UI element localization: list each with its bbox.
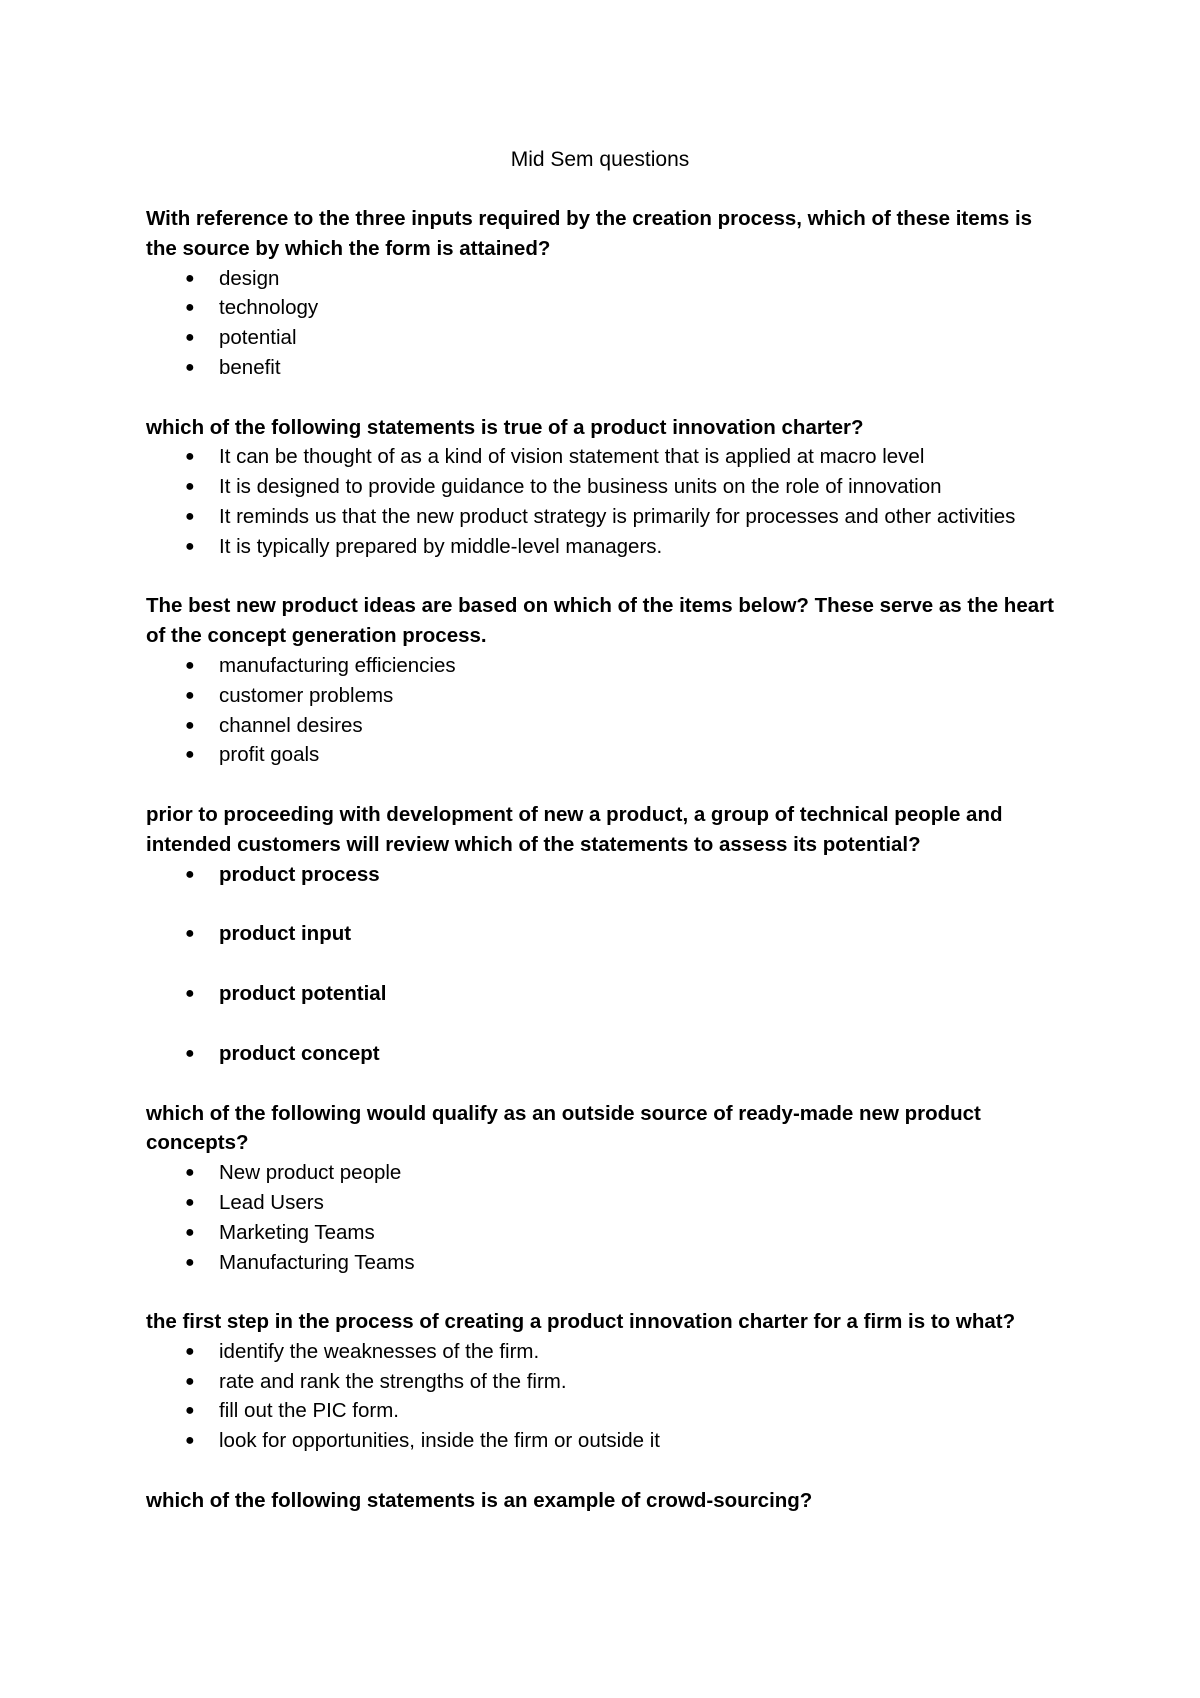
option: ● channel desires bbox=[146, 711, 1066, 741]
bullet-icon: ● bbox=[185, 1193, 195, 1211]
option: ● benefit bbox=[146, 353, 1066, 383]
bullet-icon: ● bbox=[185, 329, 195, 347]
question-2-options bbox=[146, 442, 1066, 561]
option: ● It can be thought of as a kind of vision statement that is applied at macro level bbox=[146, 442, 1066, 472]
document-body bbox=[146, 204, 1066, 1516]
question-3-options bbox=[146, 651, 1066, 770]
bullet-icon: ● bbox=[185, 1223, 195, 1241]
bullet-icon: ● bbox=[185, 686, 195, 704]
option: ● It is typically prepared by middle-level managers. bbox=[146, 532, 1066, 562]
question-5: which of the following would qualify as an outside source of ready-made new product concepts? bbox=[146, 1101, 981, 1155]
bullet-icon: ● bbox=[185, 507, 195, 525]
question-1-options bbox=[146, 264, 1066, 383]
option: ● rate and rank the strengths of the firm. bbox=[146, 1367, 1066, 1397]
option: ● profit goals bbox=[146, 740, 1066, 770]
option: ● identify the weaknesses of the firm. bbox=[146, 1337, 1066, 1367]
bullet-icon: ● bbox=[185, 299, 195, 317]
question-5-options bbox=[146, 1158, 1066, 1277]
question-4: prior to proceeding with development of new a product, a group of technical people and intended customers will review which of the statements to assess its potential? bbox=[146, 802, 1003, 856]
option: ● New product people bbox=[146, 1158, 1066, 1188]
bullet-icon: ● bbox=[185, 448, 195, 466]
bullet-icon: ● bbox=[185, 1402, 195, 1420]
question-6: the first step in the process of creating a product innovation charter for a firm is to what? bbox=[146, 1310, 1016, 1334]
document-title: Mid Sem questions bbox=[510, 148, 690, 171]
question-2: which of the following statements is true of a product innovation charter? bbox=[146, 415, 864, 439]
bullet-icon: ● bbox=[185, 865, 195, 883]
bullet-icon: ● bbox=[185, 1164, 195, 1182]
option: ● potential bbox=[146, 323, 1066, 353]
bullet-icon: ● bbox=[185, 1253, 195, 1271]
option: ● Manufacturing Teams bbox=[146, 1248, 1066, 1278]
option: ● customer problems bbox=[146, 681, 1066, 711]
bullet-icon: ● bbox=[185, 925, 195, 943]
question-1: With reference to the three inputs required by the creation process, which of these items is the source by which the form is attained? bbox=[146, 207, 1033, 260]
option: ● It is designed to provide guidance to the business units on the role of innovation bbox=[146, 472, 1066, 502]
option: ● product potential bbox=[146, 979, 1066, 1009]
option: ● Lead Users bbox=[146, 1188, 1066, 1218]
option: ● manufacturing efficiencies bbox=[146, 651, 1066, 681]
option: ● technology bbox=[146, 293, 1066, 323]
option: ● It reminds us that the new product strategy is primarily for processes and other activities bbox=[146, 502, 1066, 532]
option: ● fill out the PIC form. bbox=[146, 1396, 1066, 1426]
bullet-icon: ● bbox=[185, 985, 195, 1003]
question-3: The best new product ideas are based on which of the items below? These serve as the heart of the concept generation process. bbox=[146, 594, 1054, 648]
bullet-icon: ● bbox=[185, 656, 195, 674]
bullet-icon: ● bbox=[185, 478, 195, 496]
bullet-icon: ● bbox=[185, 1432, 195, 1450]
question-6-options bbox=[146, 1337, 1066, 1456]
bullet-icon: ● bbox=[185, 746, 195, 764]
bullet-icon: ● bbox=[185, 1372, 195, 1390]
bullet-icon: ● bbox=[185, 358, 195, 376]
bullet-icon: ● bbox=[185, 1342, 195, 1360]
option: ● Marketing Teams bbox=[146, 1218, 1066, 1248]
option: ● product input bbox=[146, 919, 1066, 949]
bullet-icon: ● bbox=[185, 269, 195, 287]
question-4-options bbox=[146, 860, 1066, 1069]
option: ● product concept bbox=[146, 1039, 1066, 1069]
bullet-icon: ● bbox=[185, 1044, 195, 1062]
question-7: which of the following statements is an example of crowd-sourcing? bbox=[146, 1488, 813, 1512]
option: ● look for opportunities, inside the firm or outside it bbox=[146, 1426, 1066, 1456]
option: ● product process bbox=[146, 860, 1066, 890]
bullet-icon: ● bbox=[185, 537, 195, 555]
option: ● design bbox=[146, 264, 1066, 294]
bullet-icon: ● bbox=[185, 716, 195, 734]
